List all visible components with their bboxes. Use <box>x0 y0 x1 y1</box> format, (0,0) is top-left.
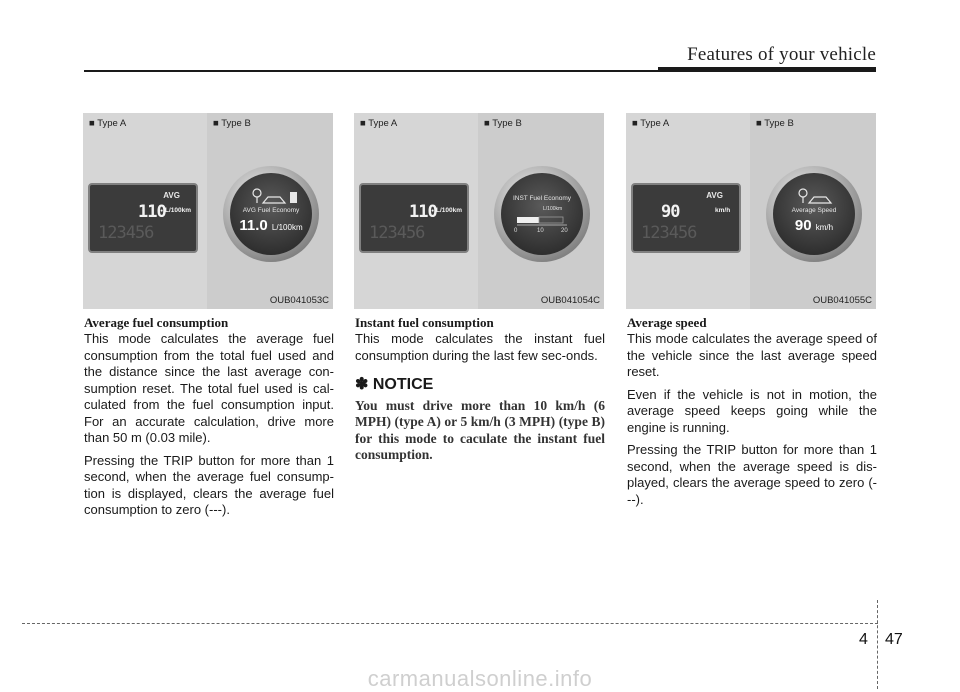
lcd-value: 110 <box>138 202 166 222</box>
type-b-label: ■ Type B <box>213 118 251 129</box>
lcd-display <box>359 183 469 253</box>
gauge-value-line <box>230 217 312 234</box>
figure-code: OUB041055C <box>812 295 872 306</box>
gauge-face <box>230 173 312 255</box>
figure-avg-fuel <box>83 113 333 309</box>
gauge-unit: km/h <box>815 223 834 232</box>
type-b-label: ■ Type B <box>756 118 794 129</box>
lcd-unit: L/100km <box>436 207 463 214</box>
lcd-odometer: 123456 <box>641 223 697 243</box>
footer-rule <box>22 623 878 624</box>
type-b-label: ■ Type B <box>484 118 522 129</box>
type-a-label: ■ Type A <box>632 118 670 129</box>
column-avg-speed <box>627 315 877 514</box>
gauge-face <box>501 173 583 255</box>
page-number: 47 <box>885 631 903 648</box>
scale-label-20: 20 <box>561 228 568 234</box>
notice-title: ✽ NOTICE <box>355 376 434 393</box>
lcd-display <box>631 183 741 253</box>
section-heading: Average speed <box>627 315 707 330</box>
lcd-unit: L/100km <box>165 207 192 214</box>
section-number: 4 <box>859 631 868 648</box>
paragraph: This mode calculates the instant fuel consumption during the last few sec-onds. <box>355 331 605 363</box>
gauge-unit: L/100km <box>271 223 303 232</box>
watermark: carmanualsonline.info <box>367 666 593 691</box>
paragraph: This mode calculates the average speed of the vehicle since the last average speed reset. <box>627 331 877 379</box>
type-a-label: ■ Type A <box>360 118 398 129</box>
figure-inst-fuel <box>354 113 604 309</box>
gauge-value: 90 <box>794 217 812 234</box>
gauge-unit: L/100km <box>543 206 563 212</box>
gauge-cluster <box>766 166 862 262</box>
lcd-odometer: 123456 <box>98 223 154 243</box>
gauge-title: AVG Fuel Economy <box>242 207 300 214</box>
scale-label-10: 10 <box>537 228 544 234</box>
lcd-tag: AVG <box>706 191 723 200</box>
paragraph: Even if the vehicle is not in motion, the average speed keeps going while the engine is running. <box>627 386 877 435</box>
column-inst-fuel <box>355 315 605 464</box>
paragraph: This mode calculates the average fuel consumption from the total fuel used and the distance since the last average con-sumption reset. The total fuel used is cal-culated from the fuel consumption input. For an accurate calculation, drive more than 50 m (0.03 mile). <box>84 331 334 445</box>
lcd-unit: km/h <box>715 207 731 214</box>
section-heading: Average fuel consumption <box>84 315 229 330</box>
gauge-cluster <box>223 166 319 262</box>
figure-code: OUB041053C <box>269 295 329 306</box>
section-heading: Instant fuel consumption <box>355 315 494 330</box>
figure-code: OUB041054C <box>540 295 600 306</box>
lcd-display <box>88 183 198 253</box>
lcd-value: 90 <box>661 202 680 222</box>
notice-body: You must drive more than 10 km/h (6 MPH) (type A) or 5 km/h (3 MPH) (type B) for this mode to caculate the instant fuel consumption. <box>355 397 605 462</box>
column-avg-fuel <box>84 315 334 525</box>
gauge-value: 11.0 <box>239 217 268 234</box>
lcd-odometer: 123456 <box>369 223 425 243</box>
paragraph: Pressing the TRIP button for more than 1 second, when the average fuel consump-tion is displayed, clears the average fuel consumption to zero (---). <box>84 452 334 517</box>
gauge-face <box>773 173 855 255</box>
figure-avg-speed <box>626 113 876 309</box>
page-header-title: Features of your vehicle <box>687 44 876 65</box>
type-a-label: ■ Type A <box>89 118 127 129</box>
scale-label-0: 0 <box>514 228 518 234</box>
header-rule-accent <box>658 67 876 72</box>
gauge-value-line <box>773 217 855 234</box>
gauge-title: Average Speed <box>791 207 837 214</box>
lcd-tag: AVG <box>163 191 180 200</box>
paragraph: Pressing the TRIP button for more than 1 second, when the average speed is dis-played, clears the average speed to zero (---). <box>627 442 877 507</box>
gauge-title: INST Fuel Economy <box>512 195 572 202</box>
lcd-value: 110 <box>409 202 437 222</box>
gauge-cluster <box>494 166 590 262</box>
